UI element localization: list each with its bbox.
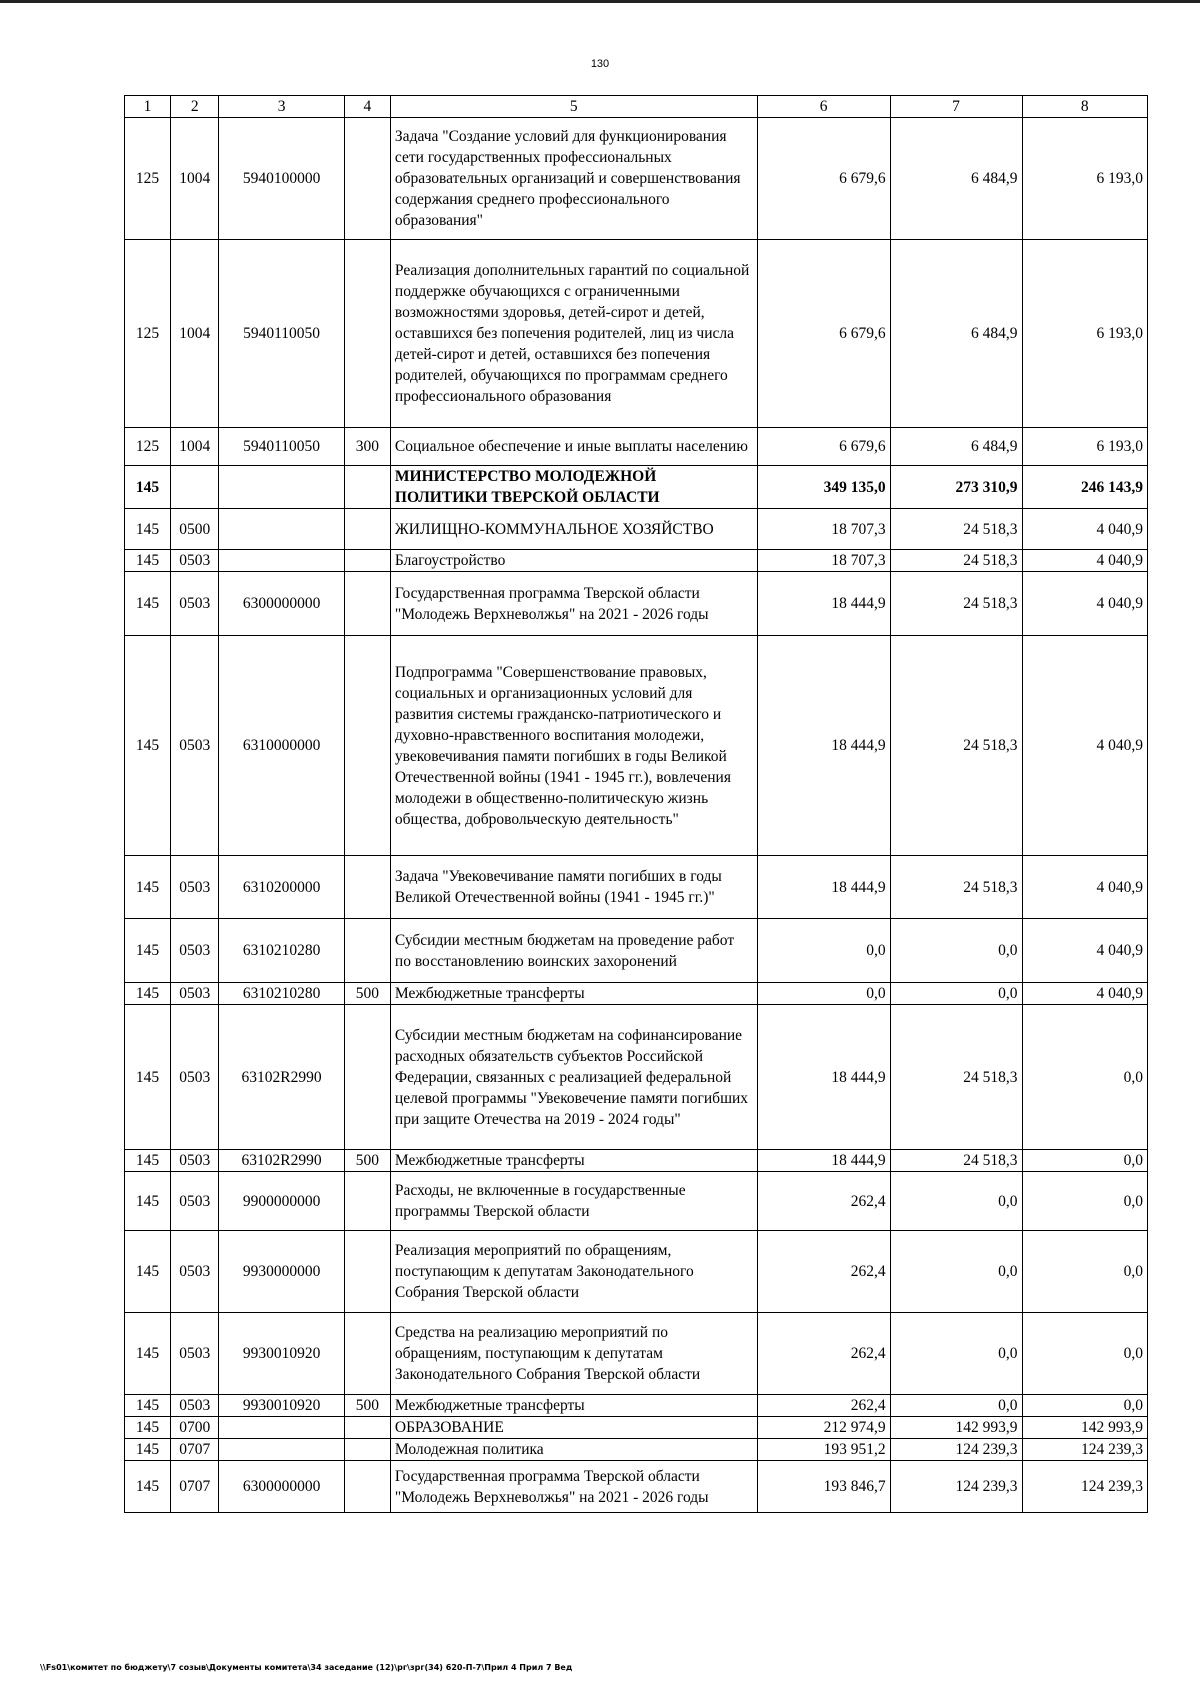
cell-target-article: 63102R2990 [219, 1005, 344, 1150]
cell-amount-col6: 193 846,7 [757, 1461, 890, 1513]
cell-expense-type [344, 919, 390, 983]
cell-target-article [219, 1417, 344, 1439]
cell-subsection-code: 0503 [171, 1150, 219, 1172]
table-row [125, 636, 1148, 856]
cell-section-code: 145 [125, 1005, 171, 1150]
cell-amount-col6: 6 679,6 [757, 118, 890, 240]
cell-name: Благоустройство [390, 550, 757, 572]
cell-subsection-code: 0503 [171, 1005, 219, 1150]
cell-amount-col6: 18 444,9 [757, 572, 890, 636]
cell-section-code: 145 [125, 1231, 171, 1313]
cell-amount-col6: 18 444,9 [757, 1005, 890, 1150]
column-header: 5 [390, 96, 757, 118]
cell-amount-col8: 6 193,0 [1022, 118, 1148, 240]
cell-amount-col6: 6 679,6 [757, 428, 890, 466]
cell-name: Субсидии местным бюджетам на софинансирование расходных обязательств субъектов Российской Федерации, связанных с реализацией федеральной целевой программы "Увековечение памяти погибших при защите Отечества на 2019 - 2024 годы" [390, 1005, 757, 1150]
cell-subsection-code: 1004 [171, 118, 219, 240]
cell-target-article [219, 466, 344, 509]
cell-name: Реализация дополнительных гарантий по социальной поддержке обучающихся с ограниченными возможностями здоровья, детей-сирот и детей, оставшихся без попечения родителей, лиц из числа детей-сирот и детей, оставшихся без попечения родителей, обучающихся по программам среднего профессионального образования [390, 240, 757, 428]
cell-subsection-code: 0503 [171, 1395, 219, 1417]
cell-target-article [219, 1439, 344, 1461]
cell-section-code: 145 [125, 466, 171, 509]
cell-expense-type [344, 509, 390, 550]
cell-subsection-code: 0503 [171, 1231, 219, 1313]
table-row [125, 509, 1148, 550]
cell-subsection-code: 0503 [171, 983, 219, 1005]
cell-amount-col8: 4 040,9 [1022, 550, 1148, 572]
column-header: 6 [757, 96, 890, 118]
cell-target-article: 6310000000 [219, 636, 344, 856]
table-row [125, 856, 1148, 919]
cell-subsection-code: 0707 [171, 1439, 219, 1461]
cell-expense-type [344, 636, 390, 856]
cell-amount-col6: 262,4 [757, 1231, 890, 1313]
cell-amount-col6: 18 707,3 [757, 509, 890, 550]
cell-name: Субсидии местным бюджетам на проведение работ по восстановлению воинских захоронений [390, 919, 757, 983]
table-row [125, 1417, 1148, 1439]
table-row [125, 1172, 1148, 1231]
cell-name: Социальное обеспечение и иные выплаты населению [390, 428, 757, 466]
cell-name: Задача "Увековечивание памяти погибших в годы Великой Отечественной войны (1941 - 1945 гг.)" [390, 856, 757, 919]
cell-amount-col6: 0,0 [757, 983, 890, 1005]
cell-expense-type [344, 856, 390, 919]
cell-name: ОБРАЗОВАНИЕ [390, 1417, 757, 1439]
cell-section-code: 145 [125, 1395, 171, 1417]
cell-amount-col7: 24 518,3 [890, 1150, 1022, 1172]
table-row [125, 919, 1148, 983]
cell-expense-type [344, 1439, 390, 1461]
table-row [125, 428, 1148, 466]
cell-section-code: 145 [125, 1172, 171, 1231]
cell-target-article: 5940100000 [219, 118, 344, 240]
cell-subsection-code [171, 466, 219, 509]
cell-name: Средства на реализацию мероприятий по обращениям, поступающим к депутатам Законодательного Собрания Тверской области [390, 1313, 757, 1395]
budget-table [124, 95, 1148, 1513]
cell-amount-col7: 124 239,3 [890, 1461, 1022, 1513]
cell-amount-col7: 24 518,3 [890, 550, 1022, 572]
cell-subsection-code: 0503 [171, 1172, 219, 1231]
cell-amount-col7: 24 518,3 [890, 856, 1022, 919]
cell-target-article: 5940110050 [219, 428, 344, 466]
cell-amount-col7: 6 484,9 [890, 428, 1022, 466]
cell-expense-type [344, 118, 390, 240]
cell-expense-type [344, 1417, 390, 1439]
cell-expense-type [344, 466, 390, 509]
cell-section-code: 145 [125, 1461, 171, 1513]
cell-amount-col8: 4 040,9 [1022, 983, 1148, 1005]
cell-amount-col6: 18 444,9 [757, 636, 890, 856]
cell-amount-col6: 212 974,9 [757, 1417, 890, 1439]
cell-name: Межбюджетные трансферты [390, 1395, 757, 1417]
cell-expense-type [344, 550, 390, 572]
table-row [125, 466, 1148, 509]
cell-amount-col8: 4 040,9 [1022, 919, 1148, 983]
cell-section-code: 145 [125, 1417, 171, 1439]
cell-name: Межбюджетные трансферты [390, 1150, 757, 1172]
cell-amount-col8: 0,0 [1022, 1005, 1148, 1150]
cell-subsection-code: 1004 [171, 240, 219, 428]
cell-amount-col7: 0,0 [890, 1313, 1022, 1395]
cell-expense-type [344, 1172, 390, 1231]
cell-amount-col7: 6 484,9 [890, 118, 1022, 240]
cell-section-code: 125 [125, 240, 171, 428]
column-header: 2 [171, 96, 219, 118]
cell-amount-col8: 4 040,9 [1022, 636, 1148, 856]
cell-expense-type: 500 [344, 983, 390, 1005]
table-row [125, 1461, 1148, 1513]
cell-amount-col7: 0,0 [890, 983, 1022, 1005]
header-row [125, 96, 1148, 118]
cell-target-article: 6310200000 [219, 856, 344, 919]
cell-target-article [219, 509, 344, 550]
cell-name: МИНИСТЕРСТВО МОЛОДЕЖНОЙ ПОЛИТИКИ ТВЕРСКОЙ ОБЛАСТИ [390, 466, 757, 509]
cell-amount-col6: 262,4 [757, 1313, 890, 1395]
cell-amount-col7: 0,0 [890, 1172, 1022, 1231]
cell-amount-col8: 0,0 [1022, 1395, 1148, 1417]
cell-name: Государственная программа Тверской области "Молодежь Верхневолжья" на 2021 - 2026 годы [390, 572, 757, 636]
cell-target-article: 63102R2990 [219, 1150, 344, 1172]
cell-subsection-code: 0503 [171, 636, 219, 856]
cell-section-code: 145 [125, 983, 171, 1005]
cell-expense-type: 500 [344, 1150, 390, 1172]
cell-section-code: 145 [125, 919, 171, 983]
cell-name: Государственная программа Тверской области "Молодежь Верхневолжья" на 2021 - 2026 годы [390, 1461, 757, 1513]
table-row [125, 118, 1148, 240]
cell-expense-type [344, 1461, 390, 1513]
cell-name: Молодежная политика [390, 1439, 757, 1461]
cell-target-article [219, 550, 344, 572]
cell-expense-type: 500 [344, 1395, 390, 1417]
cell-name: Реализация мероприятий по обращениям, поступающим к депутатам Законодательного Собрания Тверской области [390, 1231, 757, 1313]
cell-amount-col8: 0,0 [1022, 1313, 1148, 1395]
cell-amount-col8: 4 040,9 [1022, 856, 1148, 919]
cell-name: Расходы, не включенные в государственные программы Тверской области [390, 1172, 757, 1231]
cell-amount-col8: 0,0 [1022, 1172, 1148, 1231]
cell-section-code: 145 [125, 1150, 171, 1172]
cell-name: Задача "Создание условий для функционирования сети государственных профессиональных образовательных организаций и совершенствования содержания среднего профессионального образования" [390, 118, 757, 240]
cell-section-code: 145 [125, 1313, 171, 1395]
cell-amount-col8: 124 239,3 [1022, 1439, 1148, 1461]
cell-amount-col8: 0,0 [1022, 1231, 1148, 1313]
cell-amount-col6: 18 707,3 [757, 550, 890, 572]
column-header: 3 [219, 96, 344, 118]
cell-amount-col6: 18 444,9 [757, 1150, 890, 1172]
cell-section-code: 145 [125, 550, 171, 572]
cell-amount-col6: 0,0 [757, 919, 890, 983]
table-row [125, 1313, 1148, 1395]
table-row [125, 1005, 1148, 1150]
cell-target-article: 6300000000 [219, 1461, 344, 1513]
cell-amount-col7: 24 518,3 [890, 572, 1022, 636]
cell-amount-col7: 24 518,3 [890, 509, 1022, 550]
footer-file-path: \\Fs01\комитет по бюджету\7 созыв\Документы комитета\34 заседание (12)\рг\зрг(34) 620-П-7\Прил 4 Прил 7 Вед [40, 1663, 573, 1672]
cell-amount-col7: 24 518,3 [890, 636, 1022, 856]
column-header: 7 [890, 96, 1022, 118]
cell-amount-col7: 6 484,9 [890, 240, 1022, 428]
cell-amount-col6: 193 951,2 [757, 1439, 890, 1461]
cell-subsection-code: 0503 [171, 1313, 219, 1395]
cell-amount-col7: 124 239,3 [890, 1439, 1022, 1461]
cell-section-code: 125 [125, 118, 171, 240]
cell-section-code: 145 [125, 572, 171, 636]
cell-amount-col6: 262,4 [757, 1172, 890, 1231]
cell-name: Межбюджетные трансферты [390, 983, 757, 1005]
cell-amount-col6: 6 679,6 [757, 240, 890, 428]
cell-amount-col8: 142 993,9 [1022, 1417, 1148, 1439]
cell-subsection-code: 0503 [171, 572, 219, 636]
top-rule [0, 0, 1200, 3]
column-header: 1 [125, 96, 171, 118]
table-row [125, 572, 1148, 636]
cell-target-article: 9930000000 [219, 1231, 344, 1313]
table-row [125, 240, 1148, 428]
cell-target-article: 9930010920 [219, 1313, 344, 1395]
cell-name: Подпрограмма "Совершенствование правовых, социальных и организационных условий для развития системы гражданско-патриотического и духовно-нравственного воспитания молодежи, увековечивания памяти погибших в годы Великой Отечественной войны (1941 - 1945 гг.), вовлечения молодежи в общественно-политическую жизнь общества, добровольческую деятельность" [390, 636, 757, 856]
cell-amount-col7: 24 518,3 [890, 1005, 1022, 1150]
cell-amount-col8: 6 193,0 [1022, 240, 1148, 428]
cell-amount-col8: 246 143,9 [1022, 466, 1148, 509]
cell-amount-col7: 142 993,9 [890, 1417, 1022, 1439]
cell-expense-type [344, 240, 390, 428]
cell-section-code: 145 [125, 636, 171, 856]
cell-target-article: 6300000000 [219, 572, 344, 636]
cell-target-article: 5940110050 [219, 240, 344, 428]
table-row [125, 983, 1148, 1005]
cell-expense-type [344, 1231, 390, 1313]
cell-amount-col7: 0,0 [890, 1395, 1022, 1417]
cell-amount-col7: 273 310,9 [890, 466, 1022, 509]
table-row [125, 1150, 1148, 1172]
cell-subsection-code: 0500 [171, 509, 219, 550]
cell-amount-col8: 0,0 [1022, 1150, 1148, 1172]
table-row [125, 1395, 1148, 1417]
cell-target-article: 6310210280 [219, 919, 344, 983]
cell-target-article: 9900000000 [219, 1172, 344, 1231]
cell-expense-type [344, 572, 390, 636]
cell-section-code: 145 [125, 509, 171, 550]
cell-amount-col8: 4 040,9 [1022, 509, 1148, 550]
cell-subsection-code: 0503 [171, 856, 219, 919]
column-header: 8 [1022, 96, 1148, 118]
cell-amount-col7: 0,0 [890, 919, 1022, 983]
cell-target-article: 9930010920 [219, 1395, 344, 1417]
cell-target-article: 6310210280 [219, 983, 344, 1005]
column-header: 4 [344, 96, 390, 118]
page-number: 130 [590, 58, 610, 70]
cell-amount-col7: 0,0 [890, 1231, 1022, 1313]
cell-name: ЖИЛИЩНО-КОММУНАЛЬНОЕ ХОЗЯЙСТВО [390, 509, 757, 550]
cell-subsection-code: 0700 [171, 1417, 219, 1439]
cell-amount-col6: 18 444,9 [757, 856, 890, 919]
table-row [125, 1439, 1148, 1461]
cell-amount-col8: 124 239,3 [1022, 1461, 1148, 1513]
cell-amount-col8: 4 040,9 [1022, 572, 1148, 636]
cell-section-code: 145 [125, 1439, 171, 1461]
cell-subsection-code: 0503 [171, 919, 219, 983]
cell-amount-col6: 262,4 [757, 1395, 890, 1417]
cell-subsection-code: 1004 [171, 428, 219, 466]
cell-section-code: 125 [125, 428, 171, 466]
table-body [125, 118, 1148, 1513]
cell-amount-col6: 349 135,0 [757, 466, 890, 509]
cell-subsection-code: 0707 [171, 1461, 219, 1513]
cell-expense-type [344, 1313, 390, 1395]
cell-amount-col8: 6 193,0 [1022, 428, 1148, 466]
cell-expense-type [344, 1005, 390, 1150]
cell-subsection-code: 0503 [171, 550, 219, 572]
table-row [125, 1231, 1148, 1313]
cell-section-code: 145 [125, 856, 171, 919]
table-row [125, 550, 1148, 572]
cell-expense-type: 300 [344, 428, 390, 466]
